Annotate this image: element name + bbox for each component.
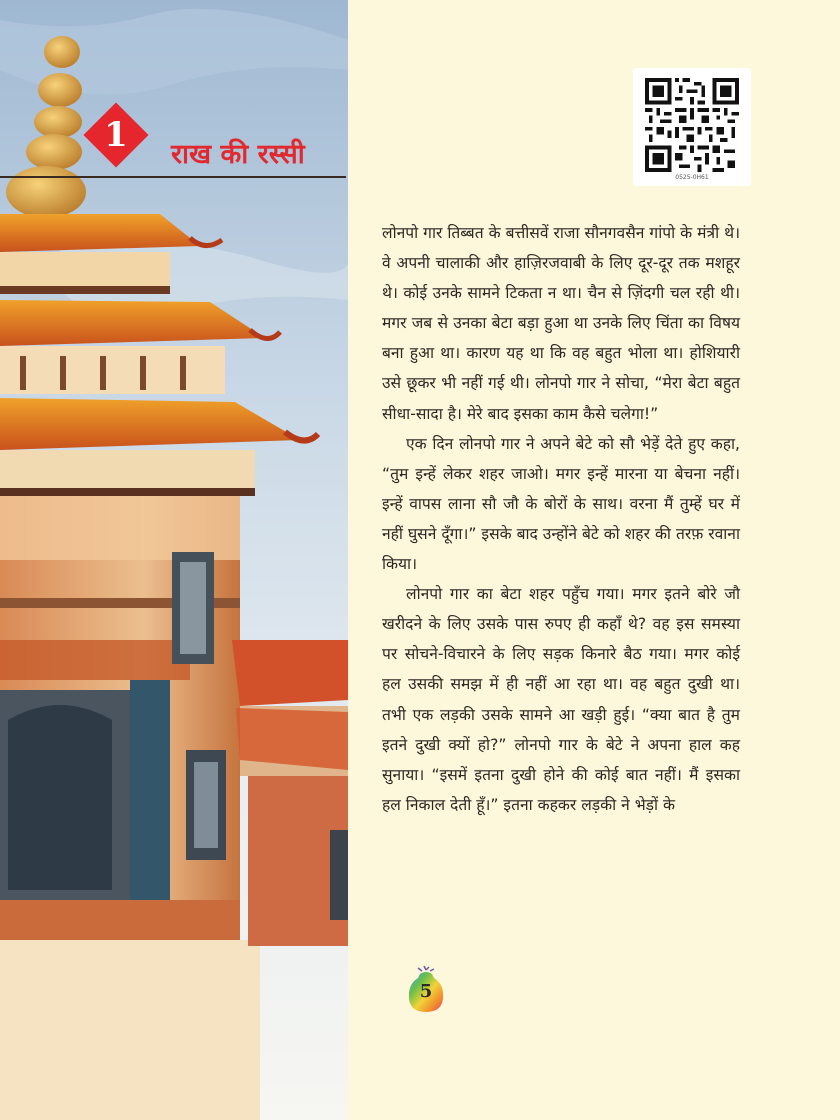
- story-paragraph-1: लोनपो गार तिब्बत के बत्तीसवें राजा सौनगवसैन गांपो के मंत्री थे। वे अपनी चालाकी और हाज़िरजवाबी के लिए दूर-दूर तक मशहूर थे। कोई उनके सामने टिकता न था। चैन से ज़िंदगी चल रही थी। मगर जब से उनका बेटा बड़ा हुआ था उनके लिए चिंता का विषय बना हुआ था। कारण यह था कि वह बहुत भोला था। होशियारी उसे छूकर भी नहीं गई थी। लोनपो गार ने सोचा, “मेरा बेटा बहुत सीधा-सादा है। मेरे बाद इसका काम कैसे चलेगा!”: [382, 224, 740, 423]
- chapter-number: 1: [104, 115, 128, 155]
- story-paragraph-2: एक दिन लोनपो गार ने अपने बेटे को सौ भेड़ें देते हुए कहा, “तुम इन्हें लेकर शहर जाओ। मगर इन्हें मारना या बेचना नहीं। इन्हें वापस लाना सौ जौ के बोरों के साथ। वरना मैं तुम्हें घर में नहीं घुसने दूँगा।” इसके बाद उन्होंने बेटे को शहर की तरफ़ रवाना किया।: [382, 434, 740, 574]
- chapter-number-badge: [84, 103, 148, 167]
- story-paragraph-3: लोनपो गार का बेटा शहर पहुँच गया। मगर इतने बोरे जौ खरीदने के लिए उसके पास रुपए ही कहाँ थे? वह इस समस्या पर सोचने-विचारने के लिए सड़क किनारे बैठ गया। मगर कोई हल उसकी समझ में ही नहीं आ रहा था। वह बहुत दुखी था। तभी एक लड़की उसके सामने आ खड़ी हुई। “क्या बात है तुम इतने दुखी क्यों हो?” लोनपो गार के बेटे ने अपना हाल कह सुनाया। “इसमें इतना दुखी होने की कोई बात नहीं। मैं इसका हल निकाल देती हूँ।” इतना कहकर लड़की ने भेड़ों के: [382, 585, 740, 814]
- chapter-heading-rule: [0, 176, 346, 178]
- qr-code-label: 0525-0H61: [675, 174, 709, 181]
- page-number: 5: [419, 981, 433, 1002]
- chapter-title: राख की रस्सी: [171, 139, 305, 170]
- page-number-badge: [404, 966, 448, 1014]
- story-text: [382, 218, 740, 820]
- qr-code[interactable]: [633, 68, 751, 186]
- qr-code-icon: [645, 78, 739, 172]
